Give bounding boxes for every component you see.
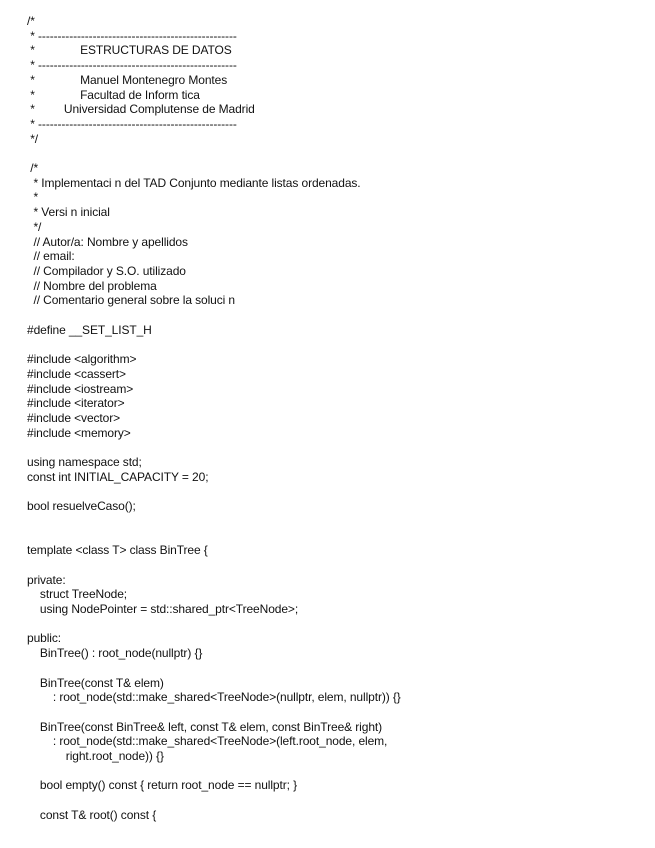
code-line: /*	[27, 14, 35, 28]
code-line: * Implementaci n del TAD Conjunto mediante listas ordenadas.	[27, 175, 361, 190]
code-line: /*	[27, 161, 39, 175]
code-line: : root_node(std::make_shared<TreeNode>(nullptr, elem, nullptr)) {}	[27, 690, 401, 705]
code-line: // Compilador y S.O. utilizado	[27, 263, 186, 278]
code-line: #include <vector>	[27, 410, 121, 425]
code-line: * ---------------------------------------------------	[27, 116, 237, 131]
code-line: #include <memory>	[27, 425, 131, 440]
code-line: bool resuelveCaso();	[27, 499, 136, 514]
code-line: * ESTRUCTURAS DE DATOS	[27, 43, 232, 58]
code-line: using namespace std;	[27, 455, 142, 469]
code-line: // Nombre del problema	[27, 278, 157, 293]
code-line: private:	[27, 572, 66, 587]
code-line: // Comentario general sobre la soluci n	[27, 293, 236, 308]
code-line: */	[27, 219, 42, 234]
code-line: public:	[27, 631, 61, 646]
code-line: bool empty() const { return root_node == nullptr; }	[27, 778, 297, 793]
code-line: *	[27, 190, 39, 205]
code-line: BinTree(const BinTree& left, const T& elem, const BinTree& right)	[27, 719, 383, 734]
code-line: : root_node(std::make_shared<TreeNode>(left.root_node, elem,	[27, 734, 388, 749]
code-line: template <class T> class BinTree {	[27, 543, 208, 558]
code-line: using NodePointer = std::shared_ptr<TreeNode>;	[27, 602, 299, 616]
code-line: * ---------------------------------------------------	[27, 28, 237, 43]
code-line: const int INITIAL_CAPACITY = 20;	[27, 469, 209, 484]
code-line: * Universidad Complutense de Madrid	[27, 102, 255, 117]
code-line: * Versi n inicial	[27, 205, 110, 220]
code-line: struct TreeNode;	[27, 587, 128, 602]
code-line: #include <cassert>	[27, 366, 126, 381]
code-line: right.root_node)) {}	[27, 749, 164, 763]
code-line: */	[27, 131, 39, 146]
code-line: // Autor/a: Nombre y apellidos	[27, 234, 188, 249]
code-line: * Manuel Montenegro Montes	[27, 72, 228, 87]
code-line: #include <iostream>	[27, 381, 134, 396]
code-line: BinTree(const T& elem)	[27, 675, 164, 690]
code-line: #define __SET_LIST_H	[27, 322, 152, 337]
code-line: * Facultad de Inform tica	[27, 87, 200, 102]
code-line: BinTree() : root_node(nullptr) {}	[27, 646, 203, 661]
code-line: #include <iterator>	[27, 396, 125, 411]
code-line: const T& root() const {	[27, 807, 157, 822]
code-line: * ---------------------------------------------------	[27, 58, 237, 73]
code-line: // email:	[27, 249, 75, 264]
code-line: #include <algorithm>	[27, 352, 137, 367]
